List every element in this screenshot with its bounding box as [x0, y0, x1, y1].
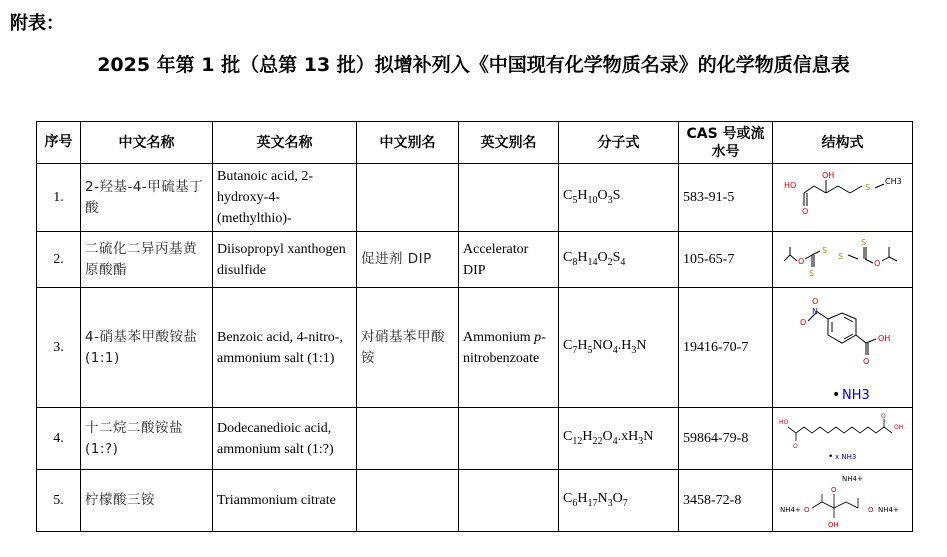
cell-seq: 5.	[37, 470, 81, 532]
alias-prefix: Ammonium	[463, 329, 535, 345]
structure-label: O	[792, 442, 798, 450]
cell-cas: 3458-72-8	[679, 470, 773, 532]
structure-label: x NH3	[834, 452, 856, 461]
structure-label: HO	[778, 418, 788, 426]
chemical-info-table	[36, 121, 913, 532]
structure-label: S	[837, 251, 843, 261]
cell-en-name: Diisopropyl xanthogen disulfide	[213, 232, 357, 288]
structure-label: NH4+	[877, 505, 899, 514]
cell-en-alias: Accelerator DIP	[459, 232, 559, 288]
structure-label: O	[797, 256, 804, 266]
structure-label: NH4+	[779, 505, 801, 514]
counter-ion-bullet: •	[827, 451, 833, 462]
counter-ion-bullet: •	[831, 386, 840, 403]
structure-label: O	[799, 317, 806, 327]
structure-image-dip	[778, 235, 908, 285]
cell-en-name: Benzoic acid, 4-nitro-, ammonium salt (1:1)	[213, 288, 357, 408]
cell-cn-name: 十二烷二酸铵盐(1:?)	[81, 408, 213, 470]
cell-formula: $C_{12}H_{22}O_4.xH_3N$	[559, 408, 679, 470]
header-seq: 序号	[37, 122, 81, 164]
cell-structure	[773, 470, 913, 532]
structure-label: O	[873, 258, 880, 268]
cell-en-alias	[459, 408, 559, 470]
structure-label: N	[811, 306, 818, 316]
structure-label: S	[821, 245, 827, 255]
structure-label: O	[862, 356, 869, 366]
cell-cn-name: 二硫化二异丙基黄原酸酯	[81, 232, 213, 288]
structure-label: O	[830, 485, 837, 494]
cell-cn-name: 2-羟基-4-甲硫基丁酸	[81, 164, 213, 232]
structure-label: O	[811, 296, 818, 306]
cell-en-alias	[459, 470, 559, 532]
page-title: 2025 年第 1 批（总第 13 批）拟增补列入《中国现有化学物质名录》的化学物质信息表	[97, 54, 850, 76]
appendix-label: 附表：	[10, 13, 64, 34]
cell-cn-name: 4-硝基苯甲酸铵盐(1:1)	[81, 288, 213, 408]
table-row	[37, 232, 913, 288]
structure-label: HO	[783, 180, 796, 190]
cell-en-name: Triammonium citrate	[213, 470, 357, 532]
cell-en-alias	[459, 164, 559, 232]
cell-cas: 583-91-5	[679, 164, 773, 232]
structure-label: OH	[821, 170, 834, 180]
structure-label: CH3	[884, 176, 902, 186]
header-cn-name: 中文名称	[81, 122, 213, 164]
cell-structure	[773, 232, 913, 288]
cell-formula: $C_5H_{10}O_3S$	[559, 164, 679, 232]
cell-en-alias	[459, 288, 559, 408]
table-row	[37, 164, 913, 232]
structure-label: OH	[877, 333, 890, 343]
cell-cas: 59864-79-8	[679, 408, 773, 470]
cell-formula: $C_6H_{17}N_3O_7$	[559, 470, 679, 532]
cell-structure	[773, 408, 913, 470]
header-structure: 结构式	[773, 122, 913, 164]
structure-label: O	[867, 505, 874, 514]
cell-seq: 4.	[37, 408, 81, 470]
structure-label: O	[803, 505, 810, 514]
table-row	[37, 288, 913, 408]
structure-image-triammonium-citrate	[778, 472, 908, 530]
structure-label: OH	[827, 520, 839, 529]
cell-formula: $C_7H_5NO_4.H_3N$	[559, 288, 679, 408]
cell-structure	[773, 164, 913, 232]
structure-label: NH3	[841, 387, 870, 403]
table-header-row	[37, 122, 913, 164]
cell-cn-name: 柠檬酸三铵	[81, 470, 213, 532]
alias-rest: -nitrobenzoate	[463, 329, 546, 366]
alias-italic: p	[534, 329, 542, 345]
table-row	[37, 408, 913, 470]
cell-cas: 105-65-7	[679, 232, 773, 288]
cell-cn-alias	[357, 408, 459, 470]
structure-label: S	[808, 268, 814, 278]
cell-cn-alias	[357, 470, 459, 532]
header-formula: 分子式	[559, 122, 679, 164]
structure-label: O	[880, 412, 886, 420]
cell-seq: 3.	[37, 288, 81, 408]
structure-label: S	[864, 182, 870, 192]
structure-image-dodecanedioate	[778, 411, 908, 467]
cell-en-name: Butanoic acid, 2-hydroxy-4-(methylthio)-	[213, 164, 357, 232]
cell-en-name: Dodecanedioic acid, ammonium salt (1:?)	[213, 408, 357, 470]
cell-cn-alias	[357, 164, 459, 232]
structure-label: NH4+	[841, 474, 863, 483]
structure-image-nitrobenzoate	[778, 291, 908, 405]
cell-seq: 1.	[37, 164, 81, 232]
cell-structure	[773, 288, 913, 408]
cell-cn-alias: 对硝基苯甲酸铵	[357, 288, 459, 408]
structure-label: O	[801, 206, 808, 216]
structure-label: OH	[893, 423, 903, 431]
cell-cas: 19416-70-7	[679, 288, 773, 408]
header-cn-alias: 中文别名	[357, 122, 459, 164]
cell-seq: 2.	[37, 232, 81, 288]
structure-image-hmtba	[778, 168, 908, 228]
header-en-name: 英文名称	[213, 122, 357, 164]
cell-cn-alias: 促进剂 DIP	[357, 232, 459, 288]
table-row	[37, 470, 913, 532]
structure-label: S	[860, 237, 866, 247]
header-en-alias: 英文别名	[459, 122, 559, 164]
header-cas: CAS 号或流水号	[679, 122, 773, 164]
cell-formula: $C_8H_{14}O_2S_4$	[559, 232, 679, 288]
